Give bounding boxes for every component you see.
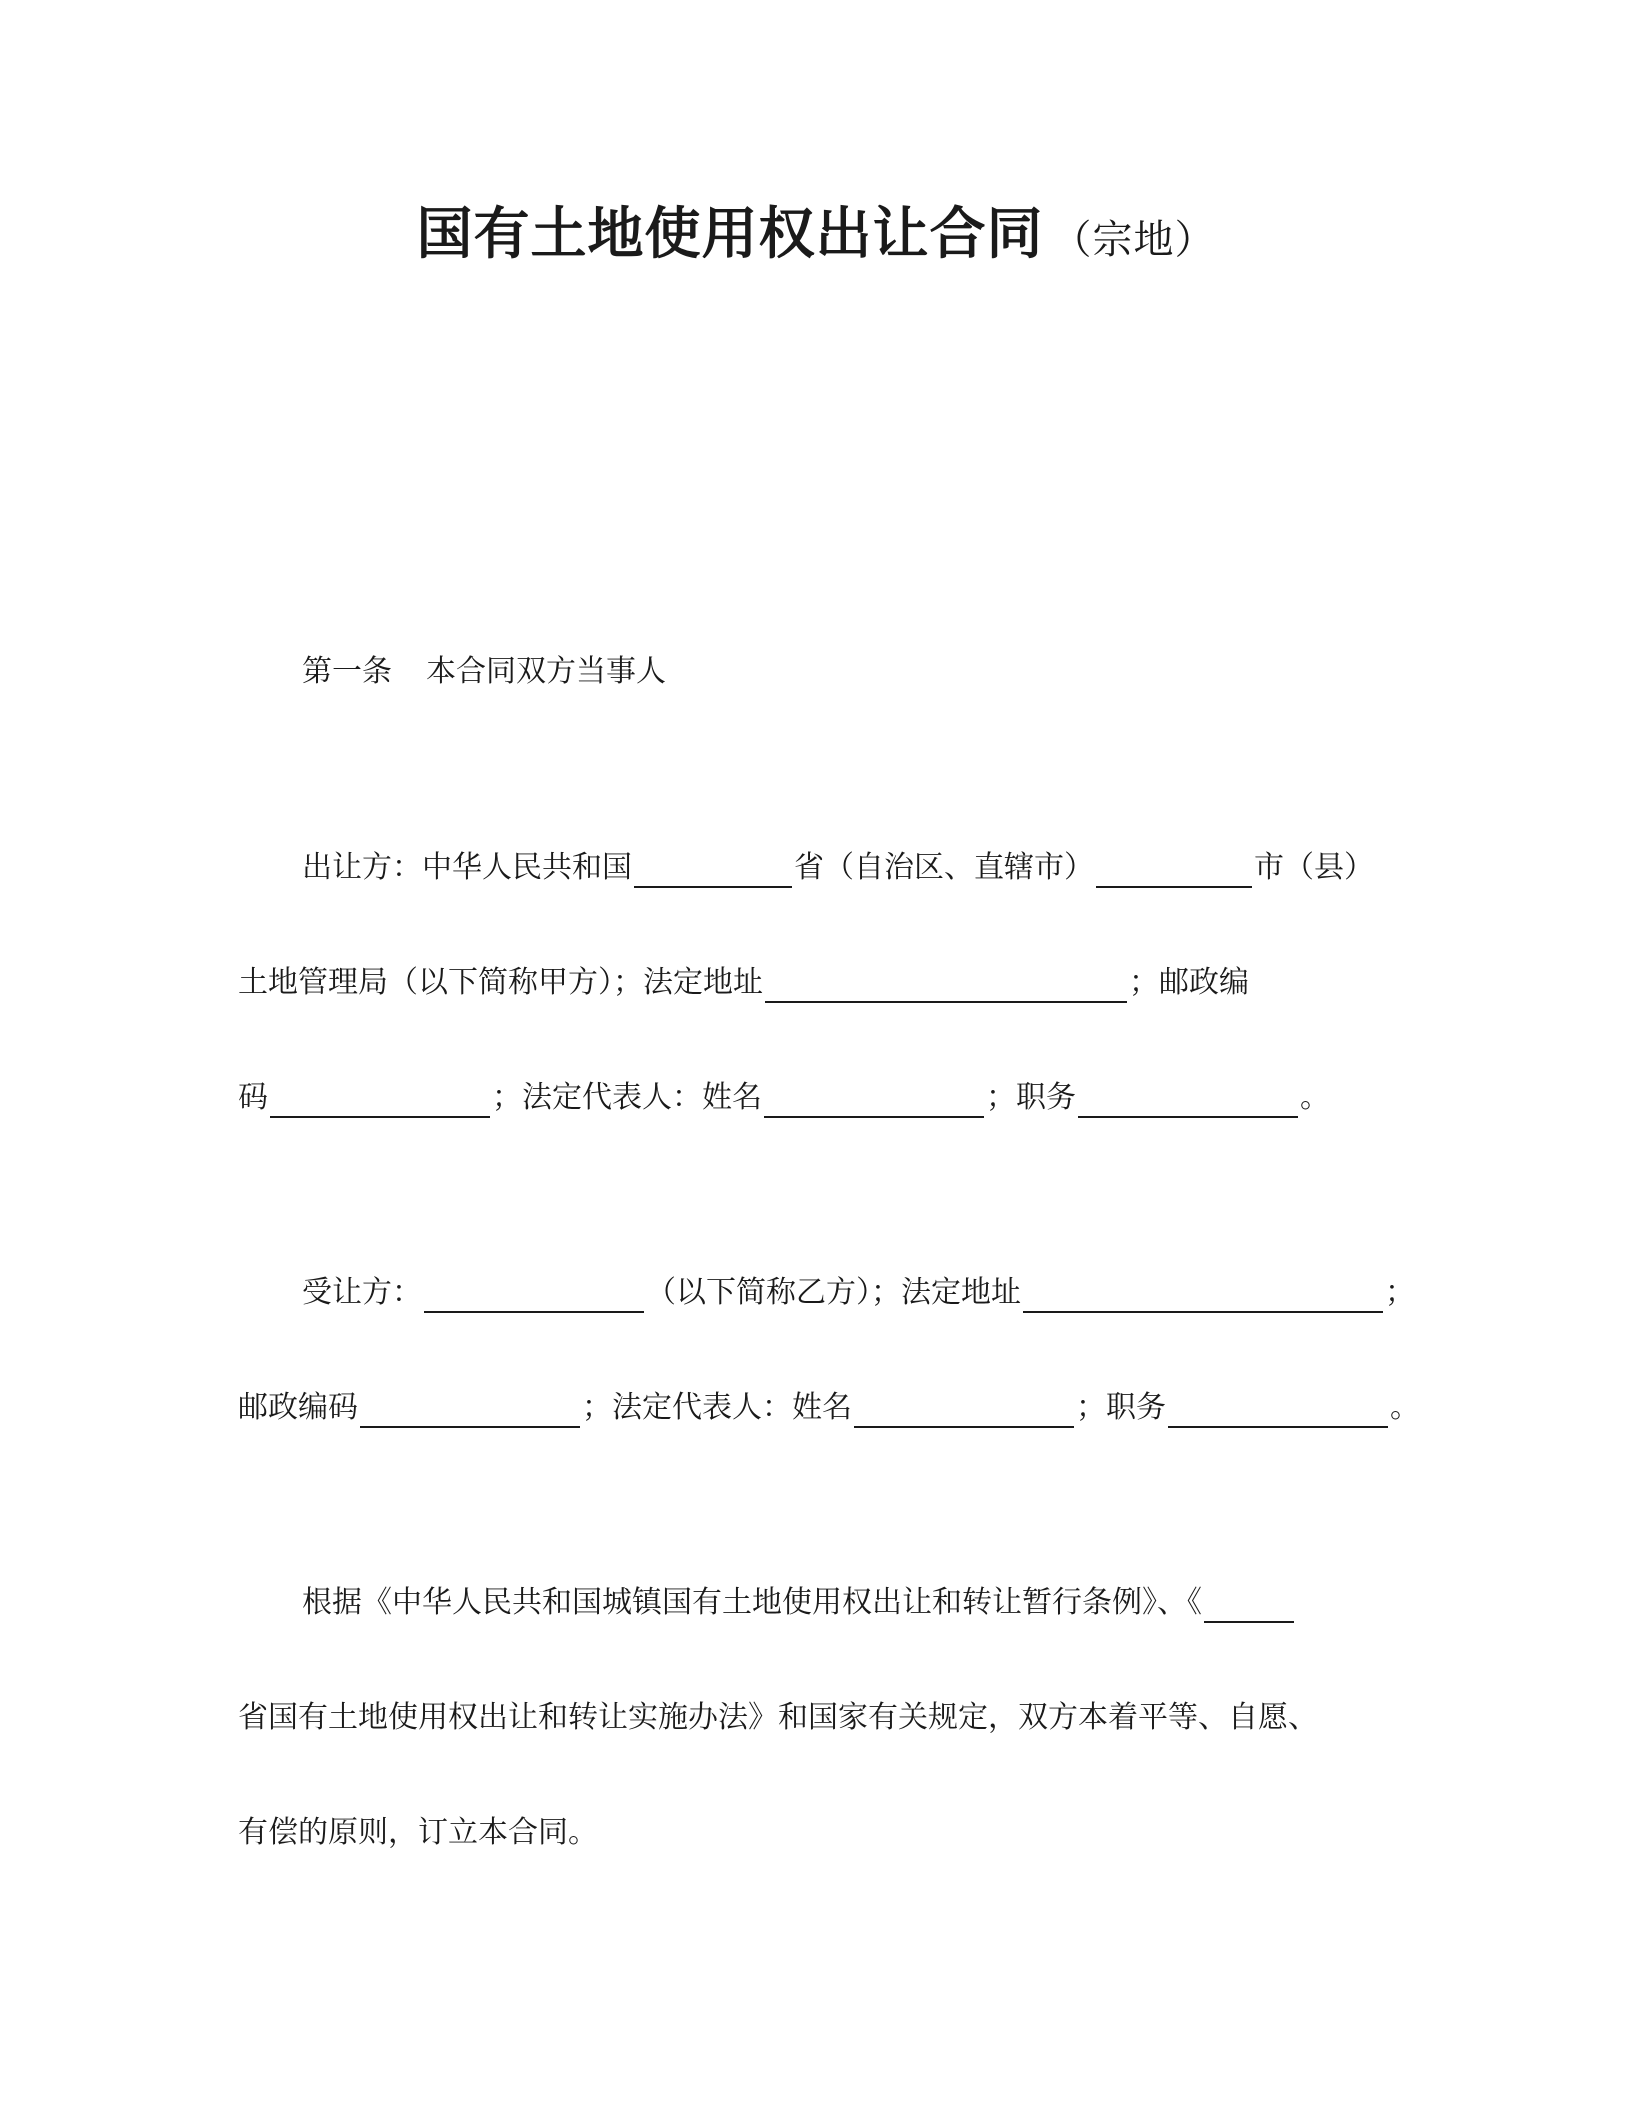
grantee-postcode-blank[interactable] [360, 1392, 580, 1428]
grantee-text: ；职务 [1076, 1390, 1166, 1425]
grantor-text: 出让方：中华人民共和国 [302, 850, 632, 885]
grantee-address-blank[interactable] [1023, 1277, 1383, 1313]
grantee-line-2 [238, 1388, 1420, 1428]
grantee-rep-title-blank[interactable] [1168, 1392, 1388, 1428]
article-1-heading [302, 652, 666, 692]
grantee-name-blank[interactable] [424, 1277, 644, 1313]
basis-line-2 [238, 1698, 1318, 1738]
grantor-rep-title-blank[interactable] [1078, 1082, 1298, 1118]
city-blank[interactable] [1096, 852, 1252, 888]
grantor-postcode-blank[interactable] [270, 1082, 490, 1118]
title-main: 国有土地使用权出让合同 [416, 202, 1044, 267]
grantor-address-blank[interactable] [765, 967, 1127, 1003]
grantor-text: 土地管理局（以下简称甲方）；法定地址 [238, 965, 763, 1000]
grantee-text: （以下简称乙方）；法定地址 [646, 1275, 1021, 1310]
basis-text: 根据《中华人民共和国城镇国有土地使用权出让和转让暂行条例》、《 [302, 1585, 1202, 1620]
contract-title [0, 200, 1632, 275]
grantee-text: 。 [1390, 1390, 1420, 1425]
grantee-text: ； [1385, 1275, 1415, 1310]
basis-text: 有偿的原则，订立本合同。 [238, 1815, 598, 1850]
basis-line-1 [302, 1583, 1296, 1623]
grantee-text: ；法定代表人：姓名 [582, 1390, 852, 1425]
grantor-line-3 [238, 1078, 1330, 1118]
grantor-text: 码 [238, 1080, 268, 1115]
grantee-rep-name-blank[interactable] [854, 1392, 1074, 1428]
grantor-rep-name-blank[interactable] [764, 1082, 984, 1118]
grantor-text: ；法定代表人：姓名 [492, 1080, 762, 1115]
grantee-text: 受让方： [302, 1275, 422, 1310]
grantor-text: ；职务 [986, 1080, 1076, 1115]
grantor-text: 省（自治区、直辖市） [794, 850, 1094, 885]
grantor-line-1 [302, 848, 1374, 888]
grantor-text: 市（县） [1254, 850, 1374, 885]
province-blank[interactable] [634, 852, 792, 888]
grantee-line-1 [302, 1273, 1415, 1313]
grantee-text: 邮政编码 [238, 1390, 358, 1425]
title-suffix: （宗地） [1051, 217, 1216, 263]
basis-line-3 [238, 1813, 598, 1853]
grantor-text: 。 [1300, 1080, 1330, 1115]
basis-text: 省国有土地使用权出让和转让实施办法》和国家有关规定，双方本着平等、自愿、 [238, 1700, 1318, 1735]
grantor-line-2 [238, 963, 1249, 1003]
grantor-text: ；邮政编 [1129, 965, 1249, 1000]
article-number: 第一条 [302, 654, 392, 689]
article-title: 本合同双方当事人 [426, 654, 666, 689]
province-name-blank[interactable] [1204, 1587, 1294, 1623]
